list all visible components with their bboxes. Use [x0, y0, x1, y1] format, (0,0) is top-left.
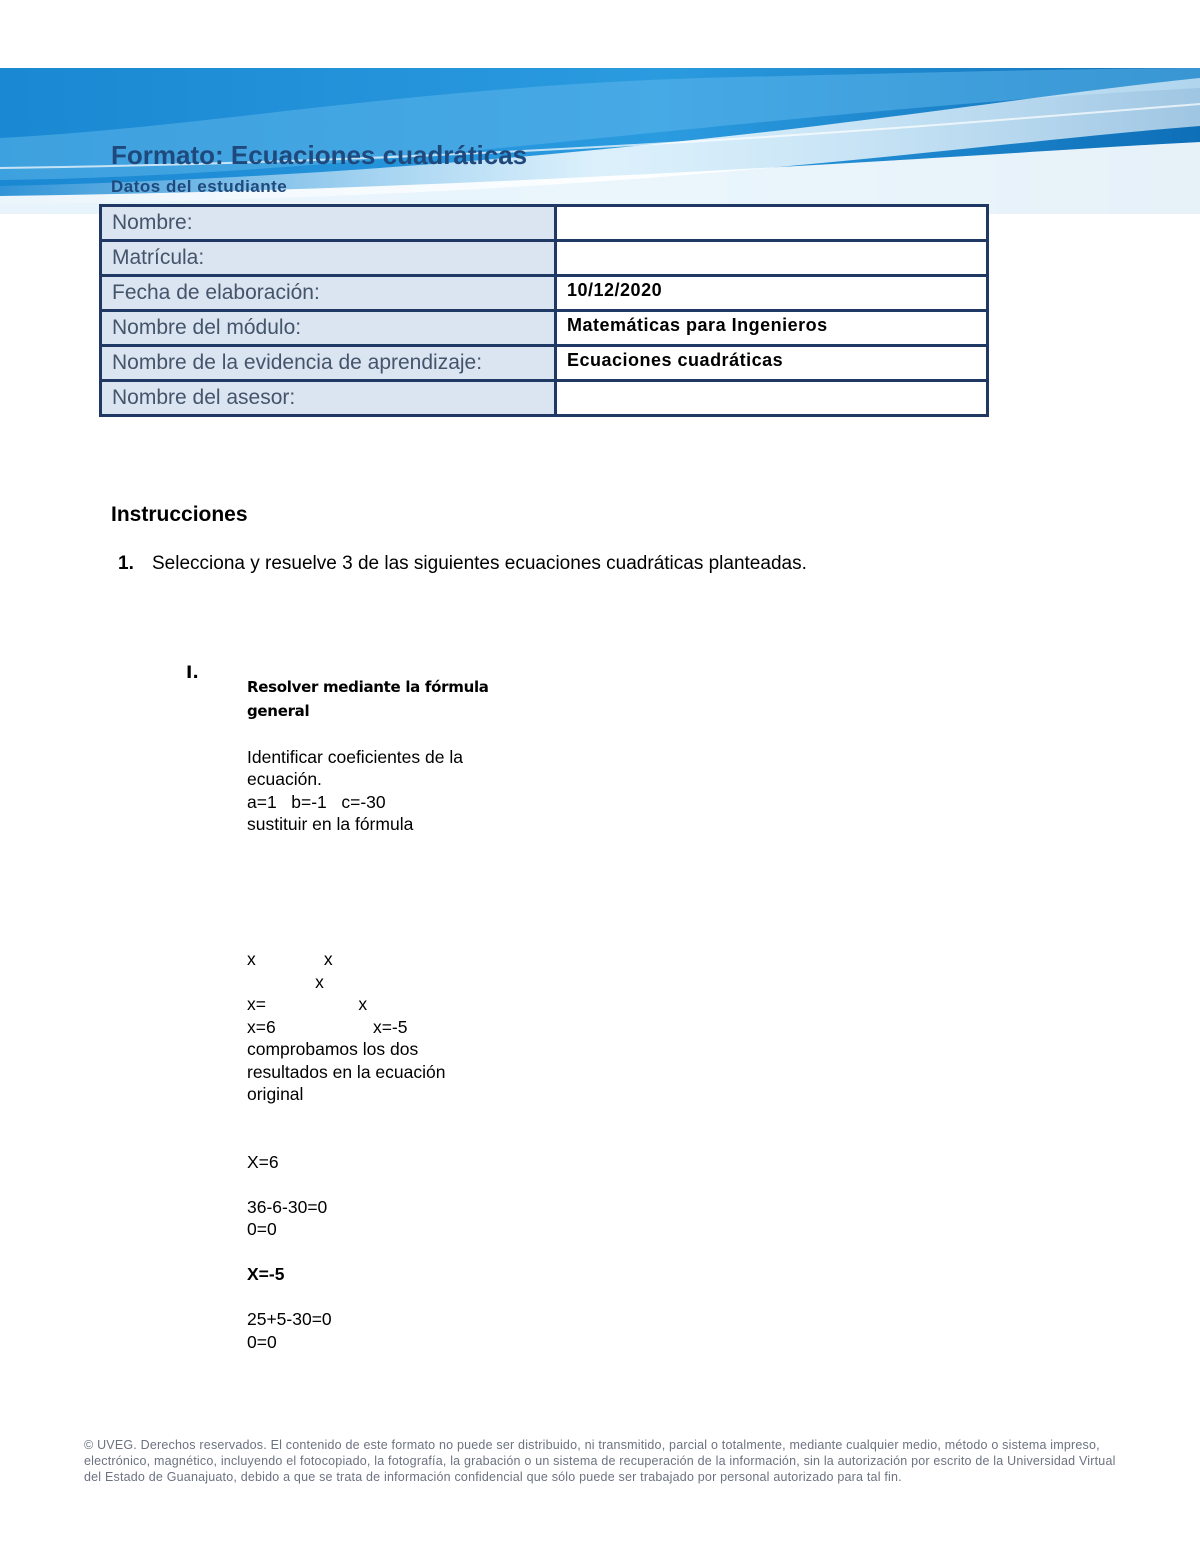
solution-block [247, 675, 527, 1353]
solution-line [247, 1241, 527, 1264]
solution-line: Identificar coeficientes de la [247, 746, 463, 767]
instructions-heading: Instrucciones [111, 503, 248, 526]
solution-line [247, 723, 527, 746]
row-value-matricula[interactable] [556, 241, 988, 276]
solution-line: x [247, 971, 324, 992]
instruction-number: 1. [118, 553, 134, 574]
row-value-modulo[interactable]: Matemáticas para Ingenieros [556, 311, 988, 346]
solution-line: 0=0 [247, 1331, 277, 1352]
copyright-footer: © UVEG. Derechos reservados. El contenido de este formato no puede ser distribuido, ni transmitido, parcial o totalmente, mediante cualquier medio, método o sistema impreso, electrónico, magnético, incluyendo el fotocopiado, la fotografía, la grabación o un sistema de recuperación de la información, sin la autorización por escrito de la Universidad Virtual del Estado de Guanajuato, debido a que se trata de información confidencial que sólo puede ser trabajado por personal autorizado para tal fin. [84, 1438, 1116, 1484]
instruction-text: Selecciona y resuelve 3 de las siguientes ecuaciones cuadráticas planteadas. [152, 553, 807, 574]
solution-line: 0=0 [247, 1219, 277, 1239]
row-label-fecha: Fecha de elaboración: [101, 276, 556, 311]
row-label-matricula: Matrícula: [101, 241, 556, 276]
table-row [101, 381, 988, 416]
solution-line: resultados en la ecuación [247, 1061, 446, 1082]
solution-line [247, 858, 527, 881]
solution-line [247, 1286, 527, 1309]
row-label-modulo: Nombre del módulo: [101, 311, 556, 346]
table-row [101, 346, 988, 381]
row-value-asesor[interactable] [556, 381, 988, 416]
row-label-evidencia: Nombre de la evidencia de aprendizaje: [101, 346, 556, 381]
solution-line [247, 881, 527, 904]
solution-line: ecuación. [247, 769, 322, 789]
student-data-heading: Datos del estudiante [111, 177, 288, 196]
solution-line [247, 926, 527, 949]
solution-line: a=1 b=-1 c=-30 [247, 791, 386, 812]
solution-title-line1: Resolver mediante la fórmula [247, 678, 489, 696]
solution-line [247, 1128, 527, 1151]
solution-line: X=6 [247, 1151, 279, 1172]
row-value-nombre[interactable] [556, 206, 988, 241]
solution-line [247, 903, 527, 926]
solution-line: x x [247, 949, 333, 969]
solution-line: X=-5 [247, 1264, 285, 1284]
row-label-nombre: Nombre: [101, 206, 556, 241]
solution-line: comprobamos los dos [247, 1039, 419, 1059]
row-value-evidencia[interactable]: Ecuaciones cuadráticas [556, 346, 988, 381]
table-row [101, 276, 988, 311]
solution-line: x= x [247, 994, 368, 1014]
table-row [101, 206, 988, 241]
solution-line: original [247, 1084, 304, 1104]
section-roman-numeral: I. [186, 663, 199, 683]
solution-title-line2: general [247, 702, 310, 720]
solution-line: x=6 x=-5 [247, 1016, 408, 1037]
solution-line: sustituir en la fórmula [247, 814, 414, 834]
solution-line: 36-6-30=0 [247, 1196, 328, 1217]
solution-line [247, 836, 527, 859]
table-row [101, 311, 988, 346]
table-row [101, 241, 988, 276]
instruction-item [118, 553, 807, 575]
row-value-fecha[interactable]: 10/12/2020 [556, 276, 988, 311]
solution-steps [247, 723, 527, 1353]
solution-line [247, 1173, 527, 1196]
solution-line: 25+5-30=0 [247, 1309, 332, 1329]
student-data-table [99, 204, 989, 417]
row-label-asesor: Nombre del asesor: [101, 381, 556, 416]
document-title: Formato: Ecuaciones cuadráticas [111, 140, 528, 170]
solution-line [247, 1106, 527, 1129]
